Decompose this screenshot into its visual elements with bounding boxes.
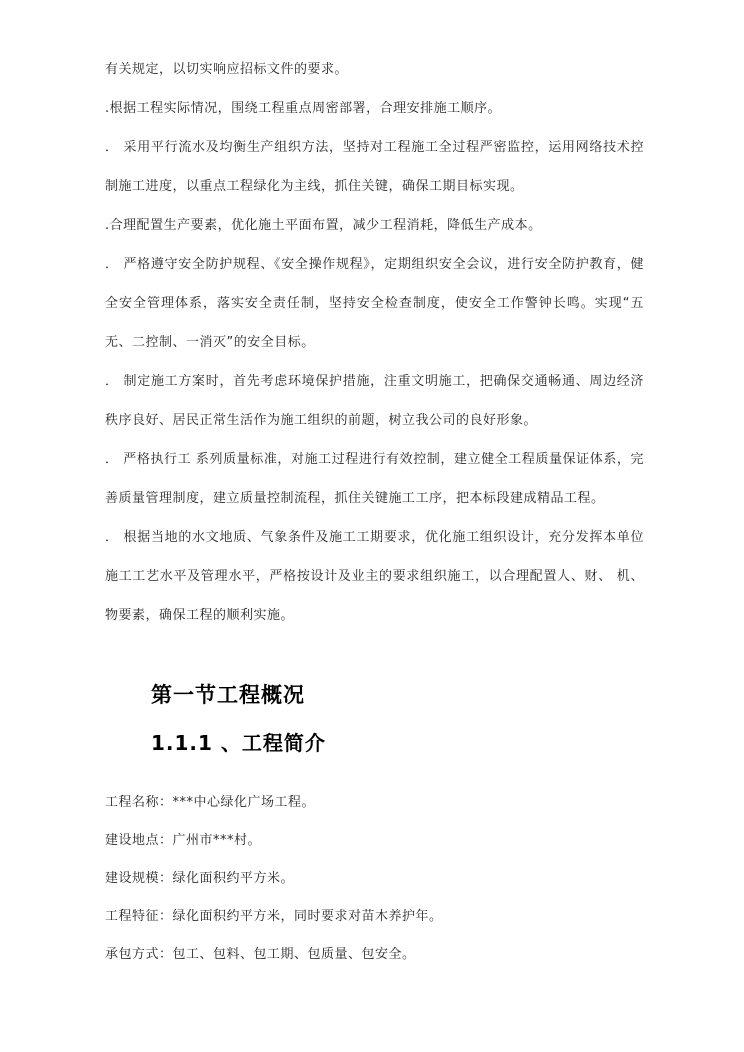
subsection-heading: 1.1.1 、工程简介 bbox=[151, 731, 326, 755]
body-paragraph: .合理配置生产要素，优化施土平面布置，减少工程消耗，降低生产成本。 bbox=[105, 218, 542, 233]
project-details-block bbox=[105, 784, 644, 974]
section-heading: 第一节工程概况 bbox=[151, 683, 305, 707]
detail-line-features: 工程特征：绿化面积约平方米，同时要求对苗木养护年。 bbox=[105, 909, 443, 924]
detail-line-project-name: 工程名称：***中心绿化广场工程。 bbox=[105, 795, 316, 810]
body-paragraph: ． 根据当地的水文地质、气象条件及施工工期要求，优化施工组织设计，充分发挥本单位施工工艺水平及管理水平，严格按设计及业主的要求组织施工，以合理配置人、财、 机、 物要素，确保工程的顺利实施。 bbox=[105, 530, 644, 623]
body-paragraph: ． 采用平行流水及均衡生产组织方法，坚持对工程施工全过程严密监控，运用网络技术控制施工进度，以重点工程绿化为主线，抓住关键，确保工期目标实现。 bbox=[105, 140, 644, 194]
body-paragraph: ． 严格遵守安全防护规程、《安全操作规程》，定期组织安全会议，进行安全防护教育，健全安全管理体系，落实安全责任制，坚持安全检查制度，使安全工作警钟长鸣。实现“五无、二控制、一消灭”的安全目标。 bbox=[105, 257, 644, 350]
detail-line-location: 建设地点：广州市***村。 bbox=[105, 833, 262, 848]
body-paragraph: ． 制定施工方案时，首先考虑环境保护措施，注重文明施工，把确保交通畅通、周边经济秩序良好、居民正常生活作为施工组织的前题，树立我公司的良好形象。 bbox=[105, 374, 644, 428]
headings-block bbox=[151, 679, 644, 756]
body-paragraph: ． 严格执行工 系列质量标准，对施工过程进行有效控制，建立健全工程质量保证体系，完善质量管理制度，建立质量控制流程，抓住关键施工工序，把本标段建成精品工程。 bbox=[105, 452, 644, 506]
detail-line-contract-type: 承包方式：包工、包料、包工期、包质量、包安全。 bbox=[105, 947, 416, 962]
body-paragraph: .根据工程实际情况，围绕工程重点周密部署，合理安排施工顺序。 bbox=[105, 101, 502, 116]
detail-line-scale: 建设规模：绿化面积约平方米。 bbox=[105, 871, 295, 886]
body-paragraph: 有关规定，以切实响应招标文件的要求。 bbox=[105, 62, 349, 77]
